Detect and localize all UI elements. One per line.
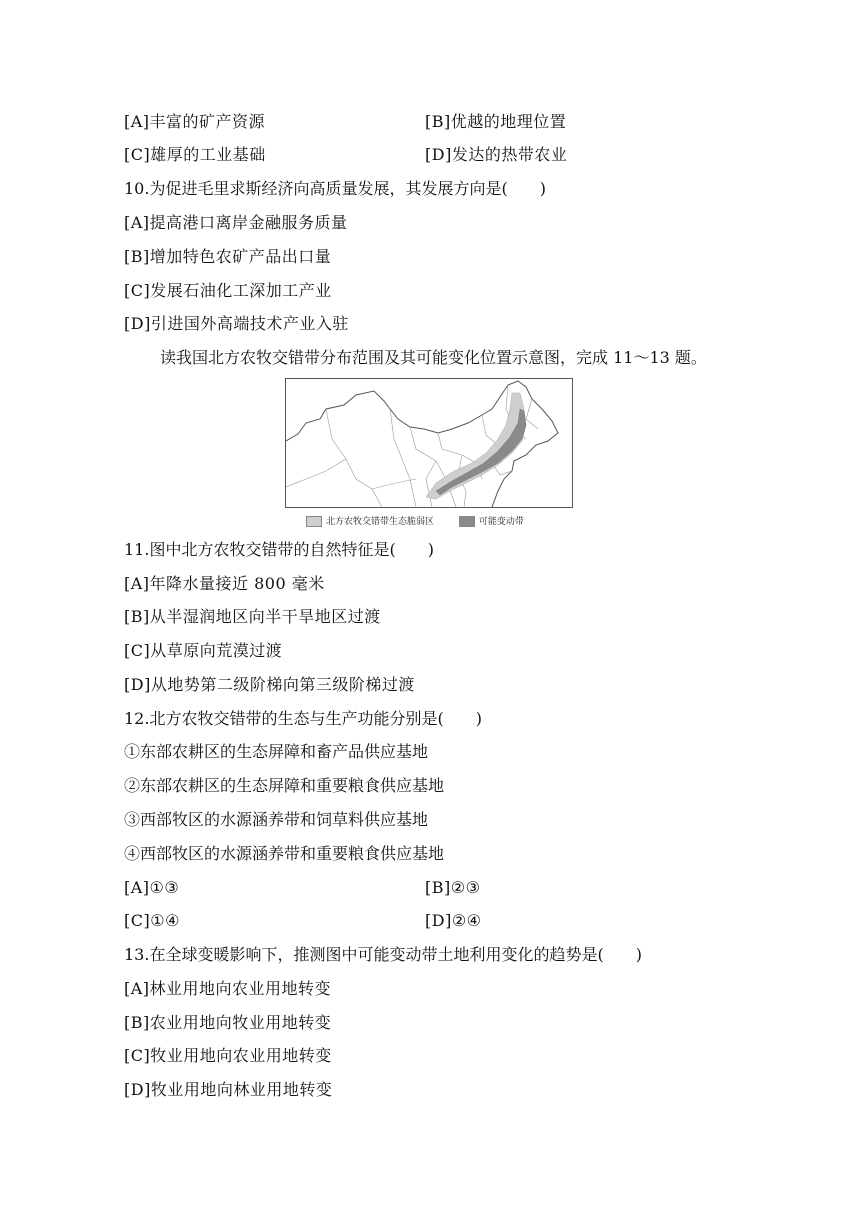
q12-statement-3: ③西部牧区的水源涵养带和饲草料供应基地 (124, 810, 429, 829)
q11-option-d: [D]从地势第二级阶梯向第三级阶梯过渡 (124, 675, 415, 694)
q13-option-c: [C]牧业用地向农业用地转变 (124, 1046, 332, 1065)
q11-stem: 11.图中北方农牧交错带的自然特征是( ) (124, 540, 434, 559)
q12-option-a: [A]①③ (124, 878, 180, 897)
q10-option-c: [C]发展石油化工深加工产业 (124, 281, 332, 300)
legend-label-fragile: 北方农牧交错带生态脆弱区 (326, 517, 435, 527)
q11-option-a: [A]年降水量接近 800 毫米 (124, 574, 325, 593)
northern-china-map (286, 379, 572, 507)
legend-swatch-change (459, 516, 475, 527)
q9-option-b: [B]优越的地理位置 (425, 112, 567, 131)
q12-statement-4: ④西部牧区的水源涵养带和重要粮食供应基地 (124, 844, 445, 863)
q13-stem: 13.在全球变暖影响下，推测图中可能变动带土地利用变化的趋势是( ) (124, 945, 642, 964)
q12-option-b: [B]②③ (425, 878, 481, 897)
legend-item-fragile (306, 516, 434, 528)
q9-option-a: [A]丰富的矿产资源 (124, 112, 266, 131)
q13-option-d: [D]牧业用地向林业用地转变 (124, 1080, 333, 1099)
legend-item-change (459, 516, 524, 528)
q10-stem: 10.为促进毛里求斯经济向高质量发展，其发展方向是( ) (124, 179, 546, 198)
figure-intro: 读我国北方农牧交错带分布范围及其可能变化位置示意图，完成 11～13 题。 (160, 348, 707, 367)
q12-statement-1: ①东部农耕区的生态屏障和畜产品供应基地 (124, 742, 429, 761)
q12-option-d: [D]②④ (425, 911, 482, 930)
q10-option-a: [A]提高港口离岸金融服务质量 (124, 213, 348, 232)
q11-option-c: [C]从草原向荒漠过渡 (124, 641, 283, 660)
map-figure (285, 378, 573, 508)
q11-option-b: [B]从半湿润地区向半干旱地区过渡 (124, 607, 381, 626)
map-legend (306, 516, 524, 529)
q12-stem: 12.北方农牧交错带的生态与生产功能分别是( ) (124, 709, 482, 728)
q9-option-d: [D]发达的热带农业 (425, 145, 568, 164)
legend-label-change: 可能变动带 (478, 517, 524, 527)
legend-swatch-fragile (306, 516, 322, 527)
q12-option-c: [C]①④ (124, 911, 180, 930)
q12-statement-2: ②东部农耕区的生态屏障和重要粮食供应基地 (124, 776, 445, 795)
q13-option-a: [A]林业用地向农业用地转变 (124, 979, 332, 998)
q10-option-b: [B]增加特色农矿产品出口量 (124, 247, 332, 266)
q10-option-d: [D]引进国外高端技术产业入驻 (124, 314, 349, 333)
q13-option-b: [B]农业用地向牧业用地转变 (124, 1013, 332, 1032)
q9-option-c: [C]雄厚的工业基础 (124, 145, 266, 164)
